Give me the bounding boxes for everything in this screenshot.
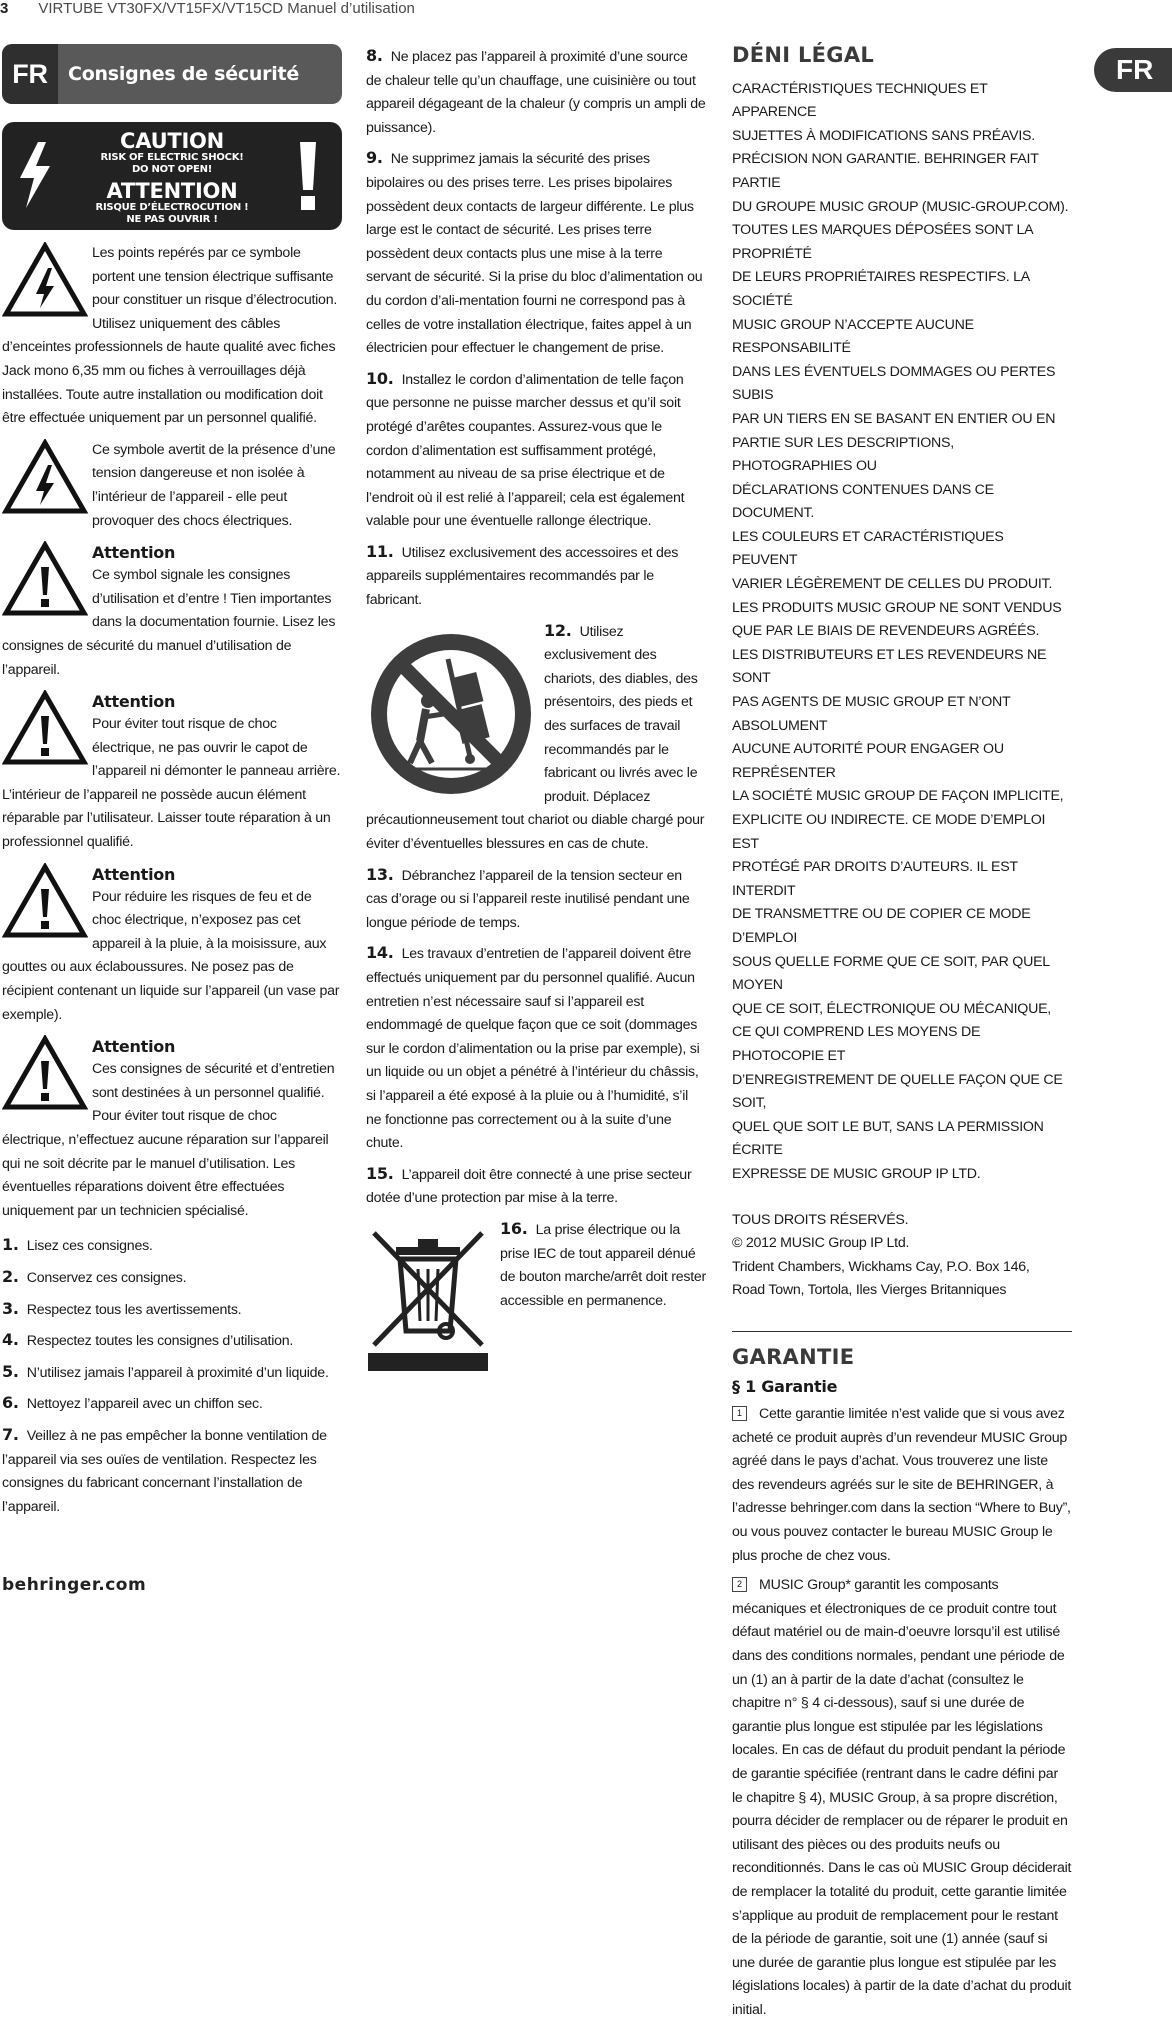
item-text: L’appareil doit être connecté à une prise secteur dotée d’une protection par mise à la terre. (366, 1166, 692, 1207)
legal-line: TOUTES LES MARQUES DÉPOSÉES SONT LA PROPRIÉTÉ (732, 222, 1033, 262)
exclamation-warning-icon (2, 1035, 88, 1111)
warranty-paragraph (732, 1574, 1072, 2022)
legal-line: D’ENREGISTREMENT DE QUELLE FAÇON QUE CE SOIT, (732, 1071, 1063, 1112)
item-number: 11. (366, 541, 394, 561)
item-number: 16. (500, 1218, 528, 1238)
legal-line: MUSIC GROUP N’ACCEPTE AUCUNE RESPONSABILITÉ (732, 316, 974, 357)
legal-line: LA SOCIÉTÉ MUSIC GROUP DE FAÇON IMPLICITE, (732, 788, 1064, 805)
item-number: 7. (2, 1424, 19, 1444)
language-tab: FR (1094, 48, 1172, 92)
legal-line: QUE PAR LE BIAIS DE REVENDEURS AGRÉÉS. (732, 623, 1040, 640)
ne-pas-ouvrir-text: NE PAS OUVRIR ! (126, 214, 218, 225)
copyright-text: © 2012 MUSIC Group IP Ltd. (732, 1235, 910, 1252)
rights-text: TOUS DROITS RÉSERVÉS. (732, 1211, 909, 1228)
list-item (2, 1265, 342, 1291)
symbol-block (2, 690, 342, 855)
exclamation-warning-icon (2, 541, 88, 617)
list-item (366, 1162, 706, 1211)
legal-line: AUCUNE AUTORITÉ POUR ENGAGER OU REPRÉSENTER (732, 741, 1004, 781)
warranty-title: GARANTIE (732, 1344, 855, 1369)
lightning-warning-icon (2, 439, 88, 515)
item-number: 8. (366, 46, 383, 65)
address-line-2: Road Town, Tortola, Iles Vierges Britanniques (732, 1282, 1007, 1299)
lightning-bolt-icon (12, 140, 58, 210)
symbol-text: Ce symbol signale les consignes d’utilisation et d’entre ! Tien importantes dans la documentation fournie. Lisez les consignes de sécurité du manuel d’utilisation de l’appareil. (2, 567, 336, 678)
legal-line: PAS AGENTS DE MUSIC GROUP ET N’ONT ABSOLUMENT (732, 694, 1011, 734)
legal-line: EXPRESSE DE MUSIC GROUP IP LTD. (732, 1165, 981, 1182)
item-text: Ne placez pas l’appareil à proximité d’une source de chaleur telle qu’un chauffage, une cuisinière ou tout appareil dégageant de la chaleur (y compris un ampli de puissance). (366, 49, 706, 136)
item-number: 12. (544, 620, 572, 640)
item-text: Installez le cordon d’alimentation de telle façon que personne ne puisse marcher dessus et qu’il soit protégé d’arêtes coupantes. Assurez-vous que le cordon d’alimentation est suffisamment protégé, notamment au niveau de sa prise électrique et de l’endroit où il est relié à l’appareil; cela est également valable pour une éventuelle rallonge électrique. (366, 371, 685, 530)
risk-text: RISK OF ELECTRIC SHOCK! (100, 152, 244, 163)
legal-line: DE TRANSMETTRE OU DE COPIER CE MODE D’EMPLOI (732, 906, 1031, 946)
behringer-logo: behringer.com (2, 1575, 147, 1595)
item-number: 13. (366, 864, 394, 884)
item-text: Débranchez l’appareil de la tension secteur en cas d’orage ou si l’appareil reste inutilisé pendant une longue période de temps. (366, 867, 690, 931)
symbol-text: Les points repérés par ce symbole portent une tension électrique suffisante pour constituer un risque d’électrocution. Utilisez uniquement des câbles d’enceintes professionnels de haute qualité avec fiches Jack mono 6,35 mm ou fiches à verrouillages déjà installées. Toute autre installation ou modification doit être effectuée uniquement par un personnel qualifié. (2, 245, 338, 427)
item-text: Lisez ces consignes. (26, 1238, 153, 1255)
paragraph-text: Cette garantie limitée n’est valide que si vous avez acheté ce produit auprès d’un revendeur MUSIC Group agréé dans le pays d’achat. Vous trouverez une liste des revendeurs agréés sur le site de BEHRINGER, à l’adresse behringer.com dans la section “Where to Buy”, ou vous pouvez contacter le bureau MUSIC Group le plus proche de chez vous. (732, 1406, 1071, 1564)
item-text: Les travaux d’entretien de l’appareil doivent être effectués uniquement par du personnel qualifié. Aucun entretien n’est nécessaire sauf si l’appareil est endommagé de quelque façon que ce soit (dommages sur le cordon d’alimentation ou la prise par exemple), si un liquide ou un objet a pénétré à l’intérieur du châssis, si l’appareil a été exposé à la pluie ou à l’humidité, s’il ne fonctionne pas correctement ou à la suite d’une chute. (366, 946, 700, 1152)
symbol-text: Pour éviter tout risque de choc électrique, ne pas ouvrir le capot de l’appareil ni démonter le panneau arrière. L’intérieur de l’appareil ne possède aucun élément réparable par l’utilisateur. Laisser toute réparation à un professionnel qualifié. (2, 716, 341, 851)
item-number: 3. (2, 1298, 19, 1318)
legal-line: DANS LES ÉVENTUELS DOMMAGES OU PERTES SUBIS (732, 363, 1056, 404)
symbol-block (2, 863, 342, 1028)
item-text: Ne supprimez jamais la sécurité des prises bipolaires ou des prises terre. Les prises bipolaires possèdent deux contacts de largeur différente. Le plus large est le contact de sécurité. Les prises terre possèdent deux contacts plus une mise à la terre servant de sécurité. Si la prise du bloc d’alimentation ou du cordon d’ali-mentation fourni ne correspond pas à celles de votre installation électrique, faites appel à un électricien pour effectuer le changement de prise. (366, 151, 703, 357)
legal-line: SOUS QUELLE FORME QUE CE SOIT, PAR QUEL MOYEN (732, 953, 1050, 994)
item-number: 10. (366, 368, 394, 388)
item-text: Veillez à ne pas empêcher la bonne ventilation de l’appareil via ses ouïes de ventilation. Respectez les consignes du fabricant concernant l’installation de l’appareil. (2, 1427, 327, 1515)
item-text: La prise électrique ou la prise IEC de tout appareil dénué de bouton marche/arrêt doit rester accessible en permanence. (500, 1221, 707, 1309)
exclamation-warning-icon (2, 863, 88, 939)
legal-line: DU GROUPE MUSIC GROUP (MUSIC-GROUP.COM). (732, 198, 1069, 215)
list-item (366, 1217, 706, 1313)
legal-line: PARTIE SUR LES DESCRIPTIONS, PHOTOGRAPHIES OU (732, 434, 954, 475)
column-2 (366, 44, 706, 1375)
attention-heading: Attention (92, 692, 176, 712)
divider (732, 1331, 1072, 1332)
item-text: Respectez toutes les consignes d’utilisation. (26, 1333, 294, 1350)
legal-line: PRÉCISION NON GARANTIE. BEHRINGER FAIT PARTIE (732, 151, 1039, 191)
page-header (0, 0, 415, 17)
legal-line: PROTÉGÉ PAR DROITS D’AUTEURS. IL EST INTERDIT (732, 859, 1018, 899)
symbol-text: Ces consignes de sécurité et d’entretien sont destinées à un personnel qualifié. Pour éviter tout risque de choc électrique, n’effectuez aucune réparation sur l’appareil qui ne soit décrite par le manuel d’utilisation. Les éventuelles réparations doivent être effectuées uniquement par un technicien spécialisé. (2, 1061, 335, 1219)
legal-line: SUJETTES À MODIFICATIONS SANS PRÉAVIS. (732, 127, 1035, 144)
list-item (2, 1297, 342, 1323)
section-title: Consignes de sécurité (68, 63, 299, 85)
legal-line: EXPLICITE OU INDIRECTE. CE MODE D’EMPLOI EST (732, 812, 1046, 852)
list-item (2, 1233, 342, 1259)
legal-line: DE LEURS PROPRIÉTAIRES RESPECTIFS. LA SOCIÉTÉ (732, 269, 1030, 309)
list-item (2, 1328, 342, 1354)
paragraph-number-box: 1 (732, 1406, 747, 1421)
legal-text (732, 78, 1072, 1187)
warranty-section-heading: § 1 Garantie (732, 1377, 838, 1397)
numbered-list-1 (2, 1233, 342, 1519)
symbol-block (2, 242, 342, 431)
attention-heading: Attention (92, 543, 176, 563)
safety-symbols (2, 242, 342, 1223)
list-item (2, 1360, 342, 1386)
legal-line: QUEL QUE SOIT LE BUT, SANS LA PERMISSION ÉCRITE (732, 1118, 1044, 1159)
item-number: 1. (2, 1235, 19, 1255)
column-3 (732, 44, 1072, 2023)
list-item (2, 1423, 342, 1519)
item-number: 15. (366, 1163, 394, 1183)
lightning-warning-icon (2, 242, 88, 318)
safety-section-header (2, 44, 342, 104)
legal-line: CE QUI COMPREND LES MOYENS DE PHOTOCOPIE ET (732, 1024, 981, 1064)
warranty-paragraph (732, 1403, 1072, 1568)
item-text: Respectez tous les avertissements. (26, 1301, 242, 1318)
caution-text: CAUTION (120, 129, 224, 153)
item-text: N’utilisez jamais l’appareil à proximité d’un liquide. (26, 1364, 329, 1381)
exclamation-icon (288, 140, 328, 214)
attention-heading: Attention (92, 864, 176, 884)
list-item (366, 44, 706, 140)
legal-title: DÉNI LÉGAL (732, 43, 875, 67)
attention-text: ATTENTION (106, 179, 238, 203)
item-text: Nettoyez l’appareil avec un chiffon sec. (26, 1396, 263, 1413)
legal-line: CARACTÉRISTIQUES TECHNIQUES ET APPARENCE (732, 80, 988, 121)
paragraph-number-box: 2 (732, 1577, 747, 1592)
list-item (2, 1391, 342, 1417)
list-item (366, 619, 706, 857)
column-1 (2, 44, 342, 1525)
item-text: Utilisez exclusivement des chariots, des diables, des présentoirs, des pieds et des surfaces de travail recommandés par le fabricant ou livrés avec le produit. Déplacez précautionneusement tout chariot ou diable chargé pour éviter d’éventuelles blessures en cas de chute. (366, 623, 705, 852)
language-tag: FR (2, 44, 58, 104)
item-number: 5. (2, 1361, 19, 1381)
document-title: VIRTUBE VT30FX/VT15FX/VT15CD Manuel d’utilisation (38, 0, 415, 17)
attention-heading: Attention (92, 1037, 176, 1057)
trolley-warning-icon (366, 629, 536, 799)
caution-label (2, 122, 342, 230)
symbol-block (2, 439, 342, 533)
item-number: 6. (2, 1393, 19, 1413)
item-number: 14. (366, 943, 394, 963)
legal-line: LES COULEURS ET CARACTÉRISTIQUES PEUVENT (732, 528, 1004, 569)
item-number: 4. (2, 1330, 19, 1350)
paragraph-text: MUSIC Group* garantit les composants mécaniques et électroniques de ce produit contre tout défaut matériel ou de main-d’oeuvre lorsqu’il est utilisé dans des conditions normales, pendant une période de un (1) an à partir de la date d’achat (consultez le chapitre n° § 4 ci-dessous), sauf si une durée de garantie plus longue est stipulée par les législations locales. En cas de défaut du produit pendant la période de garantie spécifiée (rentrant dans le cadre défini par le chapitre § 4), MUSIC Group, à sa propre discrétion, pourra décider de remplacer ou de réparer le produit en utilisant des pièces ou des produits neufs ou reconditionnés. Dans le cas où MUSIC Group déciderait de remplacer la totalité du produit, cette garantie limitée s’applique au produit de remplacement pour le restant de la période de garantie, soit une (1) année (sauf si une durée de garantie plus longue est stipulée par les législations locales) à partir de la date d’achat du produit initial. (732, 1577, 1072, 2018)
list-item (366, 146, 706, 360)
address-line-1: Trident Chambers, Wickhams Cay, P.O. Box 146, (732, 1258, 1030, 1275)
legal-line: LES PRODUITS MUSIC GROUP NE SONT VENDUS (732, 599, 1062, 616)
exclamation-warning-icon (2, 690, 88, 766)
list-item (366, 941, 706, 1155)
page-number: 3 (0, 0, 9, 17)
legal-line: LES DISTRIBUTEURS ET LES REVENDEURS NE SONT (732, 646, 1047, 687)
do-not-open-text: DO NOT OPEN! (131, 164, 213, 175)
list-item (366, 367, 706, 534)
symbol-block (2, 1035, 342, 1223)
symbol-text: Pour réduire les risques de feu et de choc électrique, n’exposez pas cet appareil à la pluie, à la moisissure, aux gouttes ou aux éclaboussures. Ne posez pas de récipient contenant un liquide sur l’appareil (un vase par exemple). (2, 888, 340, 1023)
legal-line: DÉCLARATIONS CONTENUES DANS CE DOCUMENT. (732, 481, 994, 522)
item-text: Conservez ces consignes. (26, 1269, 187, 1286)
item-number: 9. (366, 148, 383, 168)
legal-line: PAR UN TIERS EN SE BASANT EN ENTIER OU EN (732, 410, 1056, 427)
risque-text: RISQUE D’ÉLECTROCUTION ! (95, 202, 249, 213)
list-item (366, 863, 706, 936)
item-text: Utilisez exclusivement des accessoires et des appareils supplémentaires recommandés par le fabricant. (366, 544, 679, 609)
legal-line: VARIER LÉGÈREMENT DE CELLES DU PRODUIT. (732, 576, 1053, 593)
list-item (366, 540, 706, 613)
crossed-bin-icon (366, 1225, 492, 1371)
symbol-block (2, 541, 342, 682)
symbol-text: Ce symbole avertit de la présence d’une tension dangereuse et non isolée à l’intérieur de l’appareil - elle peut provoquer des chocs électriques. (92, 441, 336, 529)
legal-line: QUE CE SOIT, ÉLECTRONIQUE OU MÉCANIQUE, (732, 1000, 1051, 1017)
item-number: 2. (2, 1266, 19, 1286)
